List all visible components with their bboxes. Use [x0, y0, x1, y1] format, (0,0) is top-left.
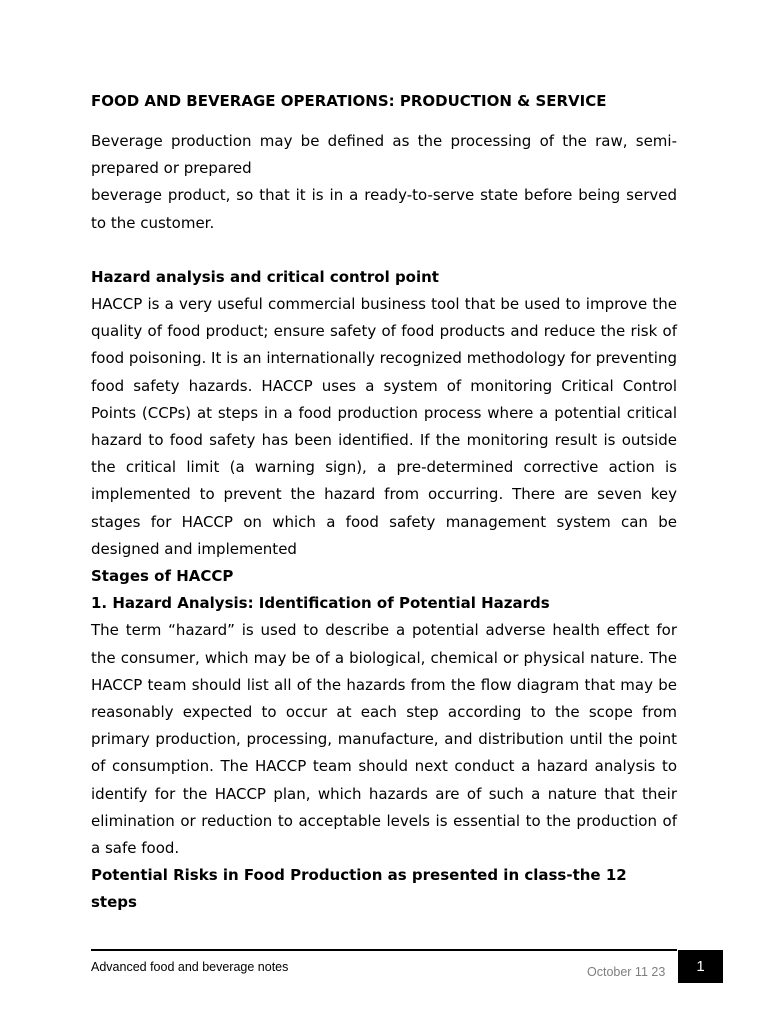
- step1-paragraph: The term “hazard” is used to describe a potential adverse health effect for the consumer, which may be of a biological, chemical or physical nature. The HACCP team should list all of the hazards from the flow diagram that may be reasonably expected to occur at each step according to the scope from primary production, processing, manufacture, and distribution until the point of consumption. The HACCP team should next conduct a hazard analysis to identify for the HACCP plan, which hazards are of such a nature that their elimination or reduction to acceptable levels is essential to the production of a safe food.: [91, 621, 677, 858]
- footer-date: October 11 23: [587, 965, 666, 979]
- risks-heading: Potential Risks in Food Production as presented in class-the 12 steps: [91, 866, 627, 912]
- intro-line-1: Beverage production may be defined as the processing of the raw, semi-prepared or prepared: [91, 132, 677, 178]
- intro-line-2: beverage product, so that it is in a ready-to-serve state before being served to the customer.: [91, 186, 677, 232]
- haccp-heading: Hazard analysis and critical control point: [91, 267, 439, 286]
- spacer: [91, 237, 677, 264]
- footer-divider: [91, 949, 677, 951]
- stages-heading: Stages of HACCP: [91, 567, 234, 586]
- footer-text: Advanced food and beverage notes: [91, 960, 289, 974]
- document-title: FOOD AND BEVERAGE OPERATIONS: PRODUCTION & SERVICE: [91, 92, 607, 110]
- intro-paragraph: [91, 128, 677, 237]
- step1-heading: 1. Hazard Analysis: Identification of Potential Hazards: [91, 594, 550, 613]
- page-number: 1: [678, 950, 723, 983]
- haccp-paragraph: HACCP is a very useful commercial business tool that be used to improve the quality of food product; ensure safety of food products and reduce the risk of food poisoning. It is an internationally recognized methodology for preventing food safety hazards. HACCP uses a system of monitoring Critical Control Points (CCPs) at steps in a food production process where a potential critical hazard to food safety has been identified. If the monitoring result is outside the critical limit (a warning sign), a pre-determined corrective action is implemented to prevent the hazard from occurring. There are seven key stages for HACCP on which a food safety management system can be designed and implemented: [91, 295, 677, 558]
- document-body: [91, 88, 677, 917]
